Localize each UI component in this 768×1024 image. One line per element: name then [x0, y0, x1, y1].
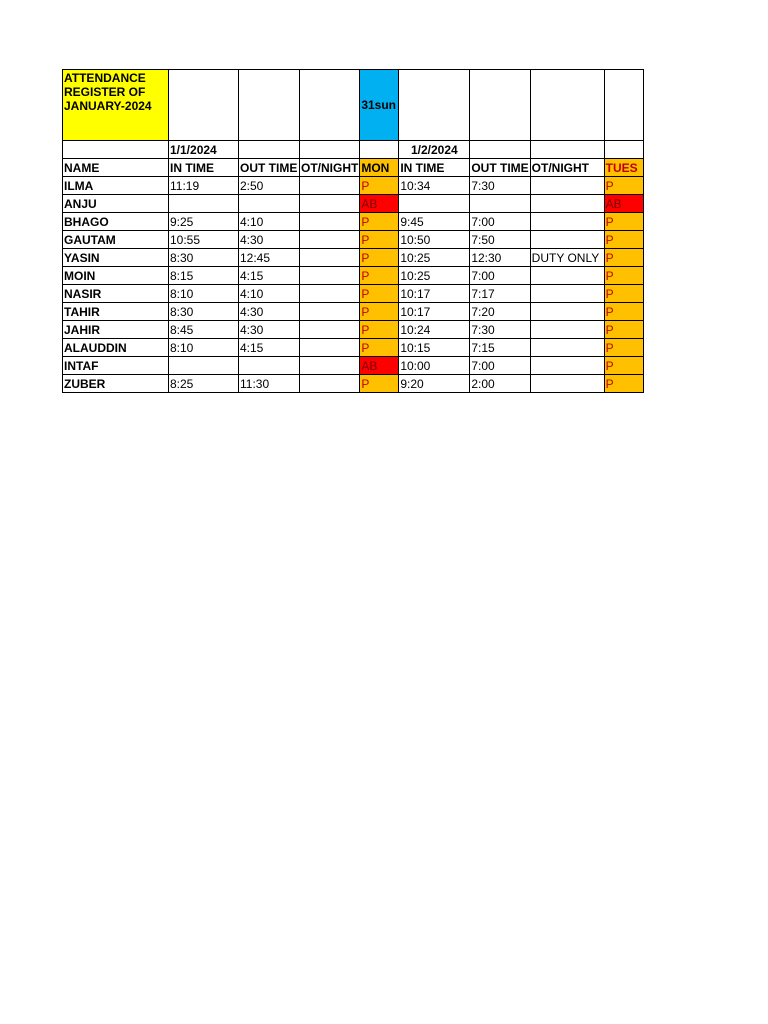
out-time-2[interactable]: 12:30	[470, 249, 530, 267]
in-time-1[interactable]	[169, 195, 239, 213]
header-row	[63, 159, 644, 177]
in-time-1[interactable]: 8:10	[169, 339, 239, 357]
mon-status[interactable]: P	[360, 249, 399, 267]
tues-status[interactable]: P	[604, 339, 643, 357]
out-time-2[interactable]: 7:17	[470, 285, 530, 303]
employee-name[interactable]: MOIN	[63, 267, 169, 285]
tues-status[interactable]: P	[604, 285, 643, 303]
table-row	[63, 285, 644, 303]
header-mon[interactable]: MON	[360, 159, 399, 177]
out-time-2[interactable]: 7:00	[470, 357, 530, 375]
in-time-2[interactable]: 10:24	[399, 321, 470, 339]
mon-status[interactable]: P	[360, 375, 399, 393]
tues-status[interactable]: P	[604, 231, 643, 249]
mon-status[interactable]: P	[360, 213, 399, 231]
out-time-1[interactable]: 12:45	[239, 249, 300, 267]
mon-status[interactable]: P	[360, 339, 399, 357]
out-time-2[interactable]: 7:00	[470, 213, 530, 231]
header-in-time-1[interactable]: IN TIME	[169, 159, 239, 177]
employee-name[interactable]: ZUBER	[63, 375, 169, 393]
sunday-label[interactable]: 31sun	[360, 70, 399, 141]
out-time-2[interactable]	[470, 195, 530, 213]
table-row	[63, 339, 644, 357]
ot-night-1[interactable]	[300, 375, 360, 393]
header-name[interactable]: NAME	[63, 159, 169, 177]
ot-night-1[interactable]	[300, 231, 360, 249]
header-in-time-2[interactable]: IN TIME	[399, 159, 470, 177]
ot-night-1[interactable]	[300, 177, 360, 195]
in-time-2[interactable]: 10:15	[399, 339, 470, 357]
out-time-1[interactable]: 4:30	[239, 231, 300, 249]
cell[interactable]	[300, 70, 360, 141]
table-row	[63, 321, 644, 339]
mon-status[interactable]: AB	[360, 357, 399, 375]
employee-name[interactable]: JAHIR	[63, 321, 169, 339]
table-row	[63, 303, 644, 321]
cell[interactable]	[470, 141, 530, 159]
employee-name[interactable]: GAUTAM	[63, 231, 169, 249]
ot-night-1[interactable]	[300, 339, 360, 357]
out-time-1[interactable]	[239, 195, 300, 213]
tues-status[interactable]: P	[604, 177, 643, 195]
employee-name[interactable]: ILMA	[63, 177, 169, 195]
out-time-1[interactable]: 4:15	[239, 267, 300, 285]
in-time-2[interactable]: 10:17	[399, 303, 470, 321]
table-row	[63, 213, 644, 231]
cell[interactable]	[169, 70, 239, 141]
ot-night-2[interactable]	[530, 357, 604, 375]
ot-night-2[interactable]	[530, 177, 604, 195]
employee-name[interactable]: INTAF	[63, 357, 169, 375]
ot-night-1[interactable]	[300, 285, 360, 303]
ot-night-2[interactable]	[530, 213, 604, 231]
out-time-2[interactable]: 7:30	[470, 321, 530, 339]
out-time-2[interactable]: 7:50	[470, 231, 530, 249]
in-time-1[interactable]: 8:15	[169, 267, 239, 285]
attendance-sheet	[62, 69, 644, 393]
cell[interactable]	[604, 141, 643, 159]
table-row	[63, 357, 644, 375]
employee-name[interactable]: ALAUDDIN	[63, 339, 169, 357]
in-time-1[interactable]: 8:10	[169, 285, 239, 303]
mon-status[interactable]: P	[360, 303, 399, 321]
cell[interactable]	[360, 141, 399, 159]
out-time-1[interactable]: 4:10	[239, 285, 300, 303]
cell[interactable]	[239, 141, 300, 159]
cell[interactable]	[470, 70, 530, 141]
mon-status[interactable]: AB	[360, 195, 399, 213]
in-time-2[interactable]: 9:45	[399, 213, 470, 231]
date-2[interactable]: 1/2/2024	[399, 141, 470, 159]
in-time-2[interactable]: 10:25	[399, 249, 470, 267]
table-row	[63, 195, 644, 213]
in-time-1[interactable]: 8:25	[169, 375, 239, 393]
table-row	[63, 267, 644, 285]
tues-status[interactable]: P	[604, 267, 643, 285]
employee-name[interactable]: NASIR	[63, 285, 169, 303]
cell[interactable]	[63, 141, 169, 159]
in-time-1[interactable]: 9:25	[169, 213, 239, 231]
out-time-1[interactable]: 4:10	[239, 213, 300, 231]
tues-status[interactable]: AB	[604, 195, 643, 213]
tues-status[interactable]: P	[604, 321, 643, 339]
tues-status[interactable]: P	[604, 303, 643, 321]
table-row	[63, 177, 644, 195]
employee-name[interactable]: YASIN	[63, 249, 169, 267]
out-time-2[interactable]: 7:15	[470, 339, 530, 357]
ot-night-1[interactable]	[300, 267, 360, 285]
date-1[interactable]: 1/1/2024	[169, 141, 239, 159]
ot-night-2[interactable]: DUTY ONLY	[530, 249, 604, 267]
ot-night-1[interactable]	[300, 357, 360, 375]
in-time-2[interactable]: 10:17	[399, 285, 470, 303]
table-row	[63, 249, 644, 267]
header-out-time-1[interactable]: OUT TIME	[239, 159, 300, 177]
ot-night-2[interactable]	[530, 231, 604, 249]
in-time-2[interactable]: 10:50	[399, 231, 470, 249]
cell[interactable]	[530, 141, 604, 159]
out-time-2[interactable]: 7:20	[470, 303, 530, 321]
cell[interactable]	[300, 141, 360, 159]
header-ot-night-1[interactable]: OT/NIGHT	[300, 159, 360, 177]
ot-night-2[interactable]	[530, 375, 604, 393]
header-out-time-2[interactable]: OUT TIME	[470, 159, 530, 177]
in-time-2[interactable]	[399, 195, 470, 213]
sheet-title[interactable]: ATTENDANCE REGISTER OF JANUARY-2024	[63, 70, 169, 141]
mon-status[interactable]: P	[360, 285, 399, 303]
cell[interactable]	[239, 70, 300, 141]
title-row	[63, 70, 644, 141]
in-time-1[interactable]	[169, 357, 239, 375]
ot-night-2[interactable]	[530, 285, 604, 303]
tues-status[interactable]: P	[604, 375, 643, 393]
ot-night-1[interactable]	[300, 303, 360, 321]
tues-status[interactable]: P	[604, 213, 643, 231]
date-row	[63, 141, 644, 159]
in-time-1[interactable]: 8:45	[169, 321, 239, 339]
out-time-1[interactable]	[239, 357, 300, 375]
ot-night-2[interactable]	[530, 267, 604, 285]
in-time-1[interactable]: 11:19	[169, 177, 239, 195]
header-ot-night-2[interactable]: OT/NIGHT	[530, 159, 604, 177]
in-time-2[interactable]: 10:00	[399, 357, 470, 375]
out-time-2[interactable]: 7:30	[470, 177, 530, 195]
mon-status[interactable]: P	[360, 267, 399, 285]
employee-name[interactable]: BHAGO	[63, 213, 169, 231]
out-time-1[interactable]: 2:50	[239, 177, 300, 195]
in-time-1[interactable]: 8:30	[169, 303, 239, 321]
header-tues[interactable]: TUES	[604, 159, 643, 177]
table-row	[63, 231, 644, 249]
tues-status[interactable]: P	[604, 357, 643, 375]
ot-night-2[interactable]	[530, 339, 604, 357]
in-time-2[interactable]: 9:20	[399, 375, 470, 393]
out-time-1[interactable]: 11:30	[239, 375, 300, 393]
out-time-1[interactable]: 4:30	[239, 303, 300, 321]
out-time-2[interactable]: 2:00	[470, 375, 530, 393]
cell[interactable]	[530, 70, 604, 141]
employee-name[interactable]: TAHIR	[63, 303, 169, 321]
in-time-1[interactable]: 8:30	[169, 249, 239, 267]
ot-night-1[interactable]	[300, 321, 360, 339]
ot-night-2[interactable]	[530, 195, 604, 213]
cell[interactable]	[604, 70, 643, 141]
tues-status[interactable]: P	[604, 249, 643, 267]
out-time-1[interactable]: 4:15	[239, 339, 300, 357]
ot-night-1[interactable]	[300, 249, 360, 267]
ot-night-1[interactable]	[300, 213, 360, 231]
ot-night-1[interactable]	[300, 195, 360, 213]
mon-status[interactable]: P	[360, 321, 399, 339]
mon-status[interactable]: P	[360, 231, 399, 249]
table-row	[63, 375, 644, 393]
out-time-1[interactable]: 4:30	[239, 321, 300, 339]
ot-night-2[interactable]	[530, 321, 604, 339]
in-time-2[interactable]: 10:25	[399, 267, 470, 285]
in-time-1[interactable]: 10:55	[169, 231, 239, 249]
out-time-2[interactable]: 7:00	[470, 267, 530, 285]
mon-status[interactable]: P	[360, 177, 399, 195]
cell[interactable]	[399, 70, 470, 141]
ot-night-2[interactable]	[530, 303, 604, 321]
employee-name[interactable]: ANJU	[63, 195, 169, 213]
in-time-2[interactable]: 10:34	[399, 177, 470, 195]
